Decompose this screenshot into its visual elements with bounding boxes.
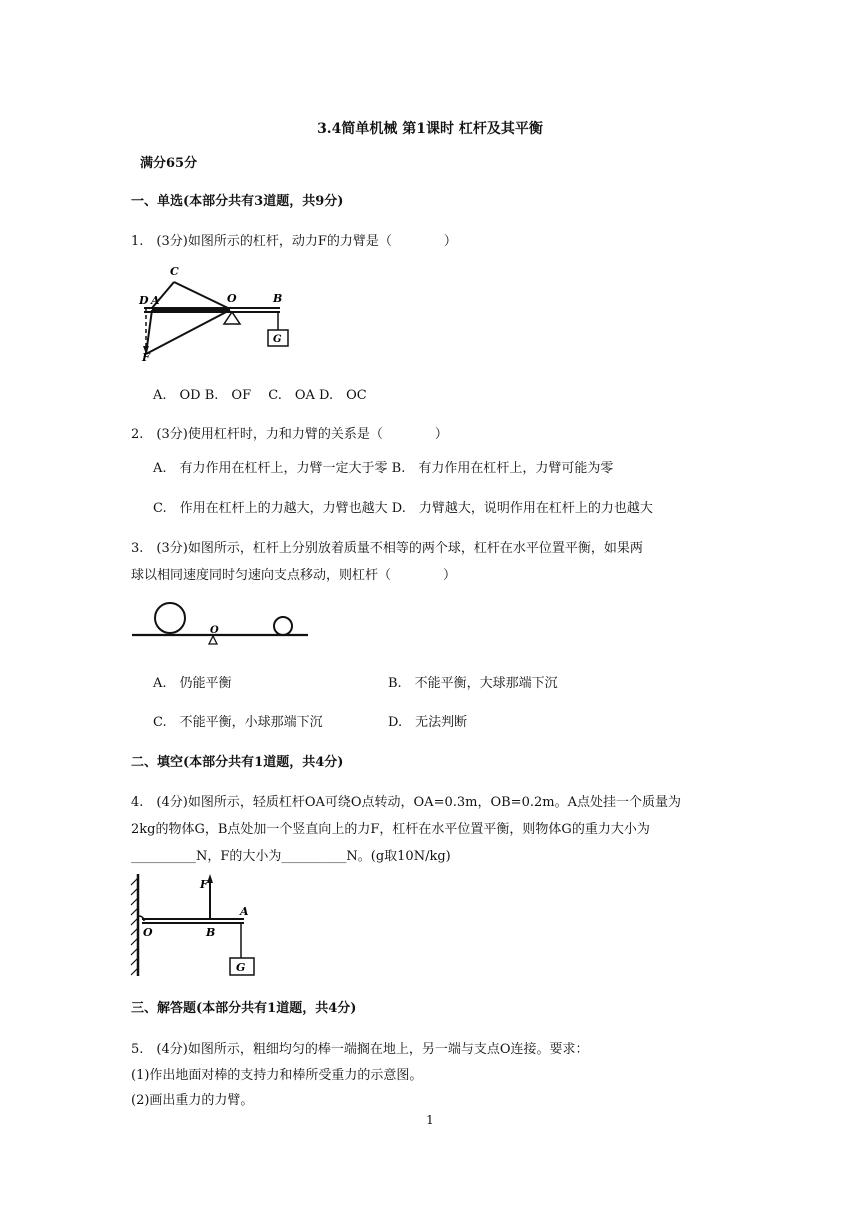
question-4-lever-figure (128, 872, 264, 980)
q1-label-a: A (151, 294, 160, 307)
q1-label-f: F (142, 351, 150, 362)
question-2-options-cd: C. 作用在杠杆上的力越大，力臂也越大 D. 力臂越大，说明作用在杠杆上的力也越大 (153, 501, 653, 516)
question-1-stem: 1. (3分)如图所示的杠杆，动力F的力臂是（ ） (131, 234, 457, 249)
full-score: 满分65分 (140, 156, 198, 171)
question-3-stem-line-1: 3. (3分)如图所示，杠杆上分别放着质量不相等的两个球，杠杆在水平位置平衡，如果两 (131, 541, 643, 556)
page-title: 3.4简单机械 第1课时 杠杆及其平衡 (317, 121, 543, 137)
q4-label-g: G (236, 961, 246, 974)
question-5-line-3: (2)画出重力的力臂。 (131, 1093, 254, 1108)
question-4-line-3: __________N，F的大小为__________N。(g取10N/kg) (131, 849, 451, 864)
question-3-balls-figure (132, 596, 308, 648)
q1-label-c: C (170, 265, 179, 278)
q4-label-a: A (240, 905, 249, 918)
question-3-option-b: B. 不能平衡，大球那端下沉 (388, 676, 558, 691)
question-2-stem: 2. (3分)使用杠杆时，力和力臂的关系是（ ） (131, 427, 448, 442)
q1-label-b: B (273, 292, 283, 305)
question-4-line-2: 2kg的物体G，B点处加一个竖直向上的力F，杠杆在水平位置平衡，则物体G的重力大小为 (131, 822, 650, 837)
q4-label-f: F (200, 878, 208, 891)
question-3-option-d: D. 无法判断 (388, 715, 468, 730)
question-1-options: A. OD B. OF C. OA D. OC (153, 388, 367, 403)
question-4-line-1: 4. (4分)如图所示，轻质杠杆OA可绕O点转动，OA=0.3m，OB=0.2m。A点处挂一个质量为 (131, 795, 681, 810)
page-number: 1 (426, 1113, 434, 1127)
question-3-stem-line-2: 球以相同速度同时匀速向支点移动，则杠杆（ ） (131, 568, 457, 583)
question-3-option-c: C. 不能平衡，小球那端下沉 (153, 715, 323, 730)
q4-label-o: O (143, 926, 153, 939)
section-heading-single-choice: 一、单选(本部分共有3道题，共9分) (131, 194, 344, 209)
q3-label-o: O (210, 625, 219, 636)
question-5-line-2: (1)作出地面对棒的支持力和棒所受重力的示意图。 (131, 1068, 423, 1083)
question-1-lever-figure (130, 262, 300, 362)
question-5-line-1: 5. (4分)如图所示，粗细均匀的棒一端搁在地上，另一端与支点O连接。要求： (131, 1042, 589, 1057)
section-heading-fill-in: 二、填空(本部分共有1道题，共4分) (131, 755, 344, 770)
question-3-option-a: A. 仍能平衡 (153, 676, 232, 691)
section-heading-answer: 三、解答题(本部分共有1道题，共4分) (131, 1001, 357, 1016)
q1-label-o: O (227, 292, 237, 305)
question-2-options-ab: A. 有力作用在杠杆上，力臂一定大于零 B. 有力作用在杠杆上，力臂可能为零 (153, 461, 614, 476)
q1-label-g: G (273, 334, 282, 345)
q1-label-d: D (139, 294, 149, 307)
q4-label-b: B (206, 926, 216, 939)
